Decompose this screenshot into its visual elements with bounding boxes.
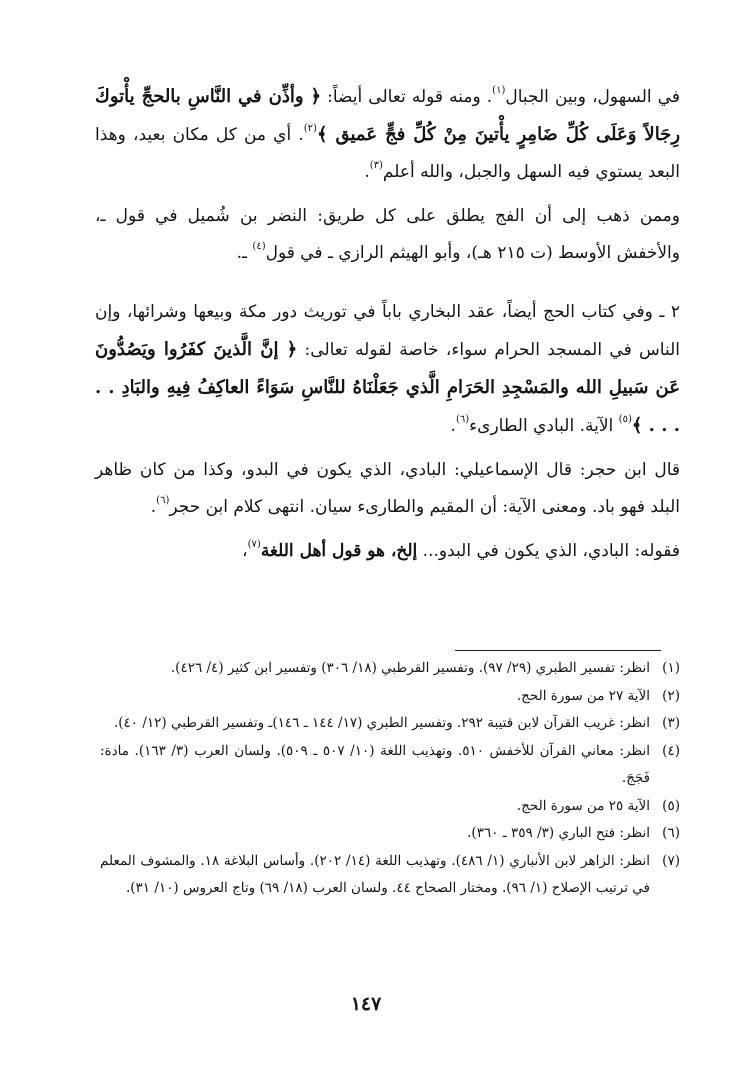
- paragraph-4: [95, 452, 680, 526]
- text-run: . أي من كل مكان بعيد، وهذا البعد يستوي فيه السهل والجبل، والله أعلم: [95, 125, 680, 182]
- bold-text: إلخ، هو قول أهل اللغة: [260, 541, 418, 561]
- quran-verse: ﴿ وأذِّن في النَّاسِ بالحجِّ يأْتوكَ رِجَالاً وَعَلَى كُلِّ ضَامِرٍ يأْتينَ مِنْ كُلِّ فجٍّ عَميق ﴾: [95, 86, 681, 145]
- paragraph-2: [95, 198, 680, 272]
- paragraph-3: [95, 294, 680, 445]
- paragraph-5: [95, 533, 680, 570]
- paragraph-1: [95, 78, 680, 191]
- text-run: في السهول، وبين الجبال: [505, 87, 680, 107]
- footnote-number: (٤): [662, 742, 680, 759]
- footnote-ref[interactable]: (٦): [455, 414, 470, 426]
- footnote-text: انظر: الزاهر لابن الأنباري (١/ ٤٨٦). وتهذيب اللغة (١٤/ ٢٠٢). وأساس البلاغة ١٨. والمشوف المعلم في ترتيب الإصلاح (١/ ٩٦). ومختار الصحاح ٤٤. ولسان العرب (١٨/ ٦٩) وتاج العروس (١٠/ ٣١).: [100, 852, 650, 896]
- main-text: [95, 78, 680, 570]
- text-run: فقوله: البادي، الذي يكون في البدو...: [417, 541, 680, 561]
- footnote-ref[interactable]: (٣): [369, 160, 383, 172]
- footnote: [100, 848, 680, 903]
- footnote-ref[interactable]: (٦): [156, 495, 170, 507]
- page-number: ١٤٧: [350, 993, 382, 1015]
- footnote: [100, 793, 680, 821]
- footnote-ref[interactable]: (٢): [303, 123, 317, 135]
- text-run: ،: [242, 541, 248, 561]
- text-run: .: [364, 162, 370, 182]
- footnote: [100, 738, 680, 793]
- text-run: .: [450, 416, 456, 436]
- text-run: ٢ ـ وفي كتاب الحج أيضاً، عقد البخاري باباً في توريث دور مكة وبيعها وشرائها، وإن الناس في المسجد الحرام سواء، خاصة لقوله تعالى:: [95, 302, 680, 360]
- text-run: .: [150, 497, 157, 517]
- footnote-text: انظر: تفسير الطبري (٢٩/ ٩٧). وتفسير القرطبي (١٨/ ٣٠٦) وتفسير ابن كثير (٤/ ٤٢٦).: [170, 660, 650, 676]
- footnote-text: الآية ٢٥ من سورة الحج.: [516, 797, 650, 814]
- quran-verse: ﴿ إنَّ الَّذينَ كفَرُوا ويَصُدُّونَ عَن سَبيلِ الله والمَسْجِدِ الحَرَامِ الَّذي جَعَلْنَاهُ للنَّاسِ سَوَاءً العاكِفُ فِيهِ والبَادِ . . . . . ﴾: [95, 339, 680, 436]
- footnotes: [100, 655, 680, 903]
- footnote: [100, 683, 680, 711]
- footnote-number: (٧): [662, 852, 680, 869]
- footnote-separator: [455, 650, 661, 651]
- footnote-ref[interactable]: (١): [492, 85, 506, 97]
- text-run: قال ابن حجر: قال الإسماعيلي: البادي، الذي يكون في البدو، وكذا من كان ظاهر البلد فهو باد. ومعنى الآية: أن المقيم والطارىء سيان. انتهى كلام ابن حجر: [95, 460, 680, 517]
- footnote: [100, 655, 680, 683]
- footnote-text: الآية ٢٧ من سورة الحج.: [516, 687, 650, 704]
- footnote-ref[interactable]: (٤): [252, 241, 266, 253]
- footnote: [100, 710, 680, 738]
- text-run: . ومنه قوله تعالى أيضاً:: [321, 87, 493, 107]
- footnote-text: انظر: معاني القرآن للأخفش ٥١٠. وتهذيب اللغة (١٠/ ٥٠٧ ـ ٥٠٩). ولسان العرب (٣/ ١٦٣). مادة: فَجَجَ.: [100, 742, 651, 786]
- footnote-number: (١): [662, 660, 680, 676]
- footnote-ref[interactable]: (٧): [247, 539, 261, 551]
- footnote-number: (٣): [662, 715, 680, 731]
- footnote-number: (٢): [662, 687, 680, 704]
- footnote-text: انظر: فتح الباري (٣/ ٣٥٩ ـ ٣٦٠).: [467, 825, 650, 841]
- text-run: وممن ذهب إلى أن الفج يطلق على كل طريق: النضر بن شُميل في قول ـ، والأخفش الأوسط (ت ٢١٥ هـ)، وأبو الهيثم الرازي ـ في قول: [95, 206, 680, 263]
- text-run: ـ.: [236, 243, 253, 263]
- footnote-ref[interactable]: (٥): [618, 414, 632, 426]
- footnote-number: (٥): [662, 797, 680, 814]
- text-run: الآية. البادي الطارىء: [469, 416, 619, 436]
- footnote: [100, 820, 680, 848]
- footnote-text: انظر: غريب القرآن لابن قتيبة ٢٩٢. وتفسير الطبري (١٧/ ١٤٤ ـ ١٤٦)ـ وتفسير القرطبي (١٢/ ٤٠).: [113, 715, 650, 731]
- footnote-number: (٦): [662, 825, 680, 841]
